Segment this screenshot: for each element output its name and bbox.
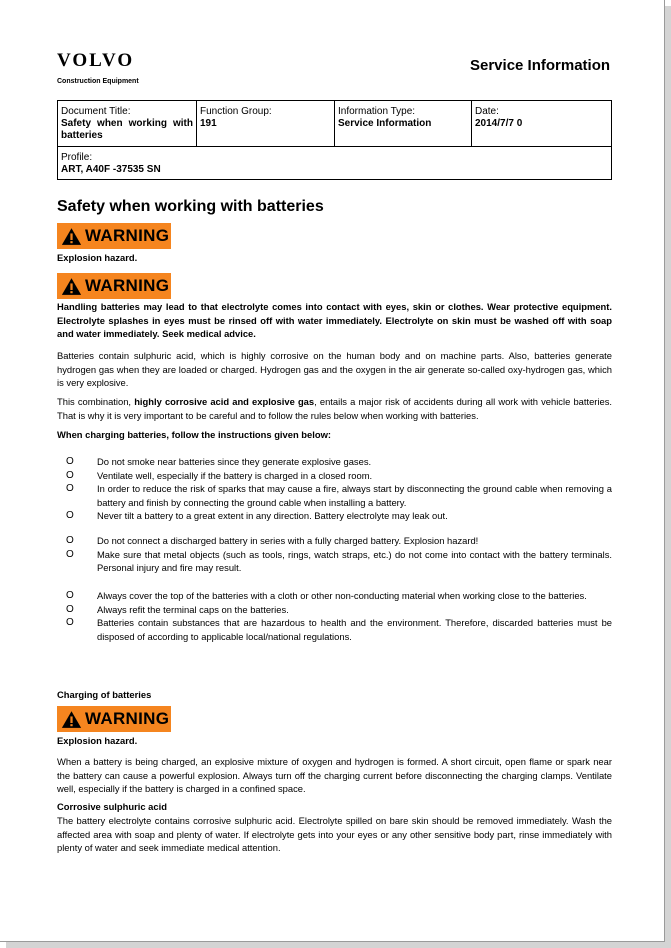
page-shadow-right <box>665 6 671 948</box>
list-item <box>57 616 612 643</box>
page-shadow-bottom <box>6 942 671 948</box>
bullet-marker: O <box>66 617 74 629</box>
warning-text: Explosion hazard. <box>57 252 138 263</box>
list-item <box>57 603 612 617</box>
paragraph-bold-text: highly corrosive acid and explosive gas <box>134 396 315 407</box>
profile-value: ART, A40F -37535 SN <box>61 164 161 175</box>
function-group-label: Function Group: <box>200 106 272 117</box>
bullet-marker: O <box>66 510 74 522</box>
warning-banner <box>57 706 171 732</box>
info-type-value: Service Information <box>338 118 432 129</box>
list-item-text: Do not connect a discharged battery in series with a fully charged battery. Explosion hazard! <box>97 535 479 546</box>
list-item-text: Always cover the top of the batteries with a cloth or other non-conducting material when working close to the batteries. <box>97 590 587 601</box>
charging-heading: Charging of batteries <box>57 689 152 700</box>
info-type-cell <box>335 101 472 147</box>
logo-subtitle: Construction Equipment <box>57 78 139 85</box>
list-item-text: Batteries contain substances that are hazardous to health and the environment. Therefore, discarded batteries must be disposed of according to applicable local/national regulations. <box>97 617 612 642</box>
meta-row <box>58 147 612 180</box>
profile-cell <box>58 147 612 180</box>
paragraph: The battery electrolyte contains corrosive sulphuric acid. Electrolyte spilled on bare skin should be removed immediately. Wash the affected area with soap and plenty of water. If electrolyte gets into your eyes or any other sensitive body part, rinse immediately with plenty of water and seek immediate medical attention. <box>57 815 612 854</box>
bullet-list <box>57 589 612 643</box>
paragraph: When a battery is being charged, an explosive mixture of oxygen and hydrogen is formed. A short circuit, open flame or spark near the battery can cause a powerful explosion. Always turn off the charging current before disconnecting the charging clamps. Ventilate well, especially if the battery is charged in a confined space. <box>57 756 612 795</box>
warning-text: Handling batteries may lead to that electrolyte comes into contact with eyes, skin or clothes. Wear protective equipment. Electrolyte splashes in eyes must be rinsed off with water immediately. Electrolyte on skin must be washed off with soap and water immediately. Seek medical advice. <box>57 301 612 340</box>
warning-triangle-icon <box>61 277 82 296</box>
corrosive-heading: Corrosive sulphuric acid <box>57 801 167 812</box>
paragraph <box>57 395 612 422</box>
bullet-list <box>57 534 612 575</box>
date-cell <box>472 101 612 147</box>
list-item-text: In order to reduce the risk of sparks that may cause a fire, always start by disconnecting the ground cable when removing a battery and finish by connecting the ground cable when installing a battery. <box>97 483 612 508</box>
warning-banner <box>57 223 171 249</box>
bullet-marker: O <box>66 483 74 495</box>
list-item <box>57 548 612 575</box>
list-item <box>57 469 612 483</box>
warning-text: Explosion hazard. <box>57 735 138 746</box>
bullet-marker: O <box>66 548 74 560</box>
list-item <box>57 482 612 509</box>
date-value: 2014/7/7 0 <box>475 118 523 129</box>
bullet-marker: O <box>66 590 74 601</box>
list-item <box>57 534 612 548</box>
warning-label: WARNING <box>85 226 170 245</box>
bullet-marker: O <box>66 535 74 546</box>
page-title: Safety when working with batteries <box>57 198 324 215</box>
paragraph: Batteries contain sulphuric acid, which is highly corrosive on the human body and on machine parts. Also, batteries generate hydrogen gas when they are loaded or charged. Hydrogen gas and the oxygen in the air generate so-called oxy-hydrogen gas, which is very explosive. <box>57 350 612 389</box>
doc-title-cell <box>58 101 197 147</box>
profile-label: Profile: <box>61 152 93 163</box>
date-label: Date: <box>475 106 499 117</box>
list-item <box>57 589 612 603</box>
bullet-marker: O <box>66 469 74 481</box>
bullet-marker: O <box>66 603 74 615</box>
info-type-label: Information Type: <box>338 106 416 117</box>
function-group-value: 191 <box>200 118 217 129</box>
bullet-marker: O <box>66 456 74 467</box>
list-item-text: Always refit the terminal caps on the batteries. <box>97 603 289 615</box>
list-item-text: Make sure that metal objects (such as tools, rings, watch straps, etc.) do not come into contact with the battery terminals. Personal injury and fire may result. <box>97 548 612 574</box>
warning-triangle-icon <box>61 227 82 246</box>
list-item-text: Ventilate well, especially if the battery is charged in a closed room. <box>97 469 373 481</box>
doc-title-label: Document Title: <box>61 106 131 117</box>
bullet-list <box>57 455 612 523</box>
warning-banner <box>57 273 171 299</box>
list-item-text: Never tilt a battery to a great extent in any direction. Battery electrolyte may leak out. <box>97 510 448 522</box>
paragraph-text: This combination, <box>57 396 135 407</box>
list-item-text: Do not smoke near batteries since they generate explosive gases. <box>97 456 372 467</box>
doc-title-value: Safety when working with batteries <box>61 118 193 141</box>
list-item <box>57 509 612 523</box>
warning-label: WARNING <box>85 709 170 728</box>
service-information-title: Service Information <box>470 57 611 74</box>
function-group-cell <box>197 101 335 147</box>
list-item <box>57 455 612 469</box>
paragraph-text: , entails a major risk of accidents during all work with vehicle batteries. That is why it is very important to be careful and to follow the rules below when working with batteries. <box>57 396 613 421</box>
document-meta-table <box>57 100 612 180</box>
instructions-heading: When charging batteries, follow the instructions given below: <box>57 429 331 440</box>
warning-label: WARNING <box>85 276 170 295</box>
meta-row <box>58 101 612 147</box>
volvo-logo: VOLVO <box>57 50 135 71</box>
warning-triangle-icon <box>61 710 82 729</box>
